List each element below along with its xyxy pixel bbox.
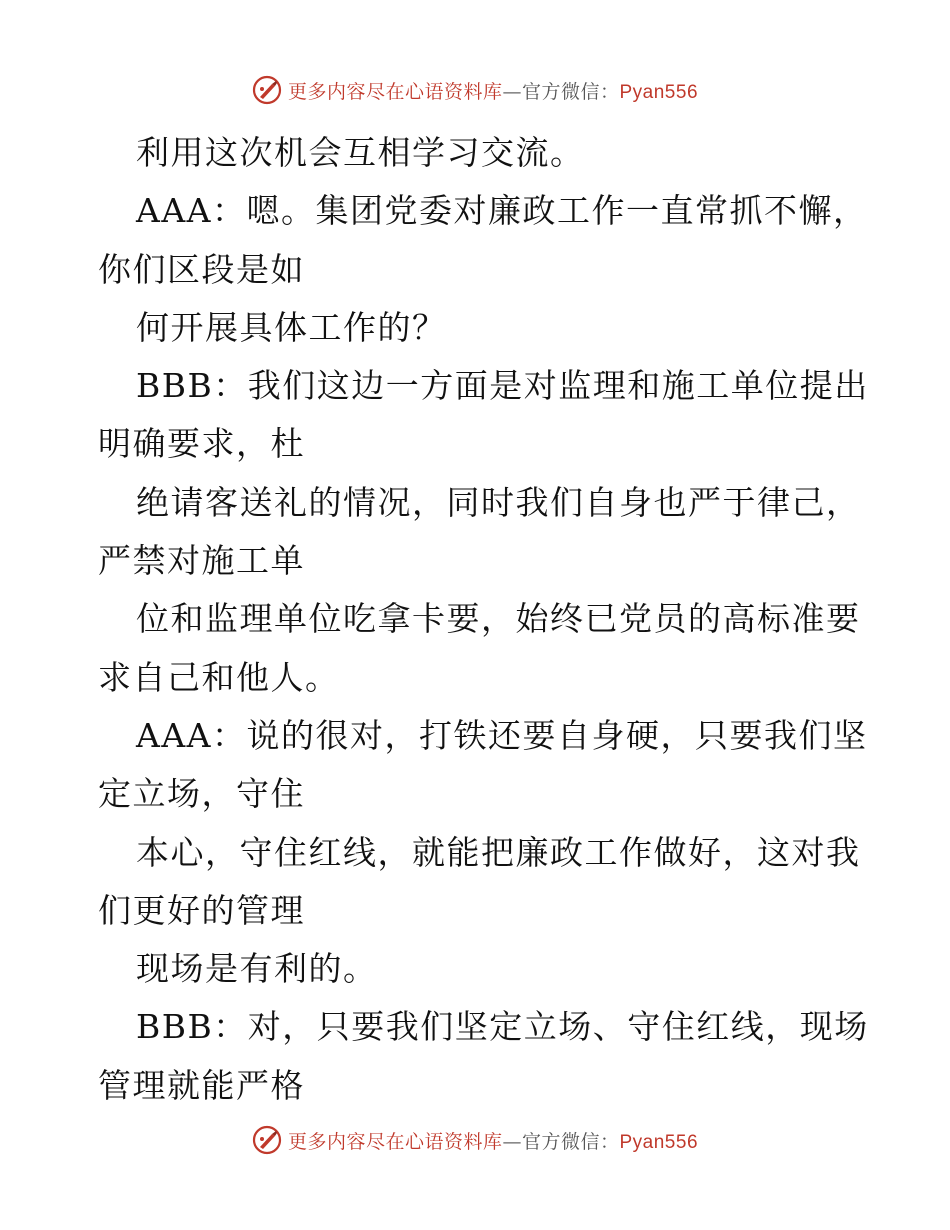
text-line: 何开展具体工作的？ bbox=[136, 307, 447, 347]
text-line: 求自己和他人。 bbox=[98, 657, 340, 697]
text-line: 现场是有利的。 bbox=[136, 949, 378, 989]
quill-pen-icon bbox=[252, 1125, 282, 1155]
text-line: AAA：嗯。集团党委对廉政工作一直常抓不懈， bbox=[136, 191, 868, 231]
text-line: 明确要求，杜 bbox=[98, 424, 305, 464]
watermark-account: Pyan556 bbox=[619, 81, 699, 103]
watermark-separator: — bbox=[502, 80, 522, 103]
text-line: AAA：说的很对，打铁还要自身硬，只要我们坚 bbox=[136, 715, 868, 755]
text-line: BBB：我们这边一方面是对监理和施工单位提出 bbox=[136, 366, 869, 406]
watermark-account: Pyan556 bbox=[619, 1131, 699, 1153]
watermark-wechat-label: 官方微信： bbox=[521, 1130, 620, 1153]
text-line: 定立场，守住 bbox=[98, 774, 305, 814]
header-watermark bbox=[0, 70, 950, 110]
watermark-separator: — bbox=[502, 1130, 522, 1153]
footer-watermark bbox=[0, 1120, 950, 1160]
text-line: 严禁对施工单 bbox=[98, 541, 305, 581]
watermark-wechat-label: 官方微信： bbox=[521, 80, 620, 103]
text-line: 你们区段是如 bbox=[98, 249, 305, 289]
watermark-text bbox=[288, 1127, 698, 1154]
watermark-text bbox=[288, 77, 698, 104]
quill-pen-icon bbox=[252, 75, 282, 105]
text-line: 绝请客送礼的情况，同时我们自身也严于律己， bbox=[136, 482, 861, 522]
watermark-group bbox=[252, 1125, 698, 1155]
watermark-group bbox=[252, 75, 698, 105]
document-body bbox=[98, 124, 868, 1115]
watermark-site: 更多内容尽在心语资料库 bbox=[287, 80, 503, 103]
text-line: 位和监理单位吃拿卡要，始终已党员的高标准要 bbox=[136, 599, 861, 639]
text-line: 利用这次机会互相学习交流。 bbox=[136, 133, 585, 172]
text-line: 们更好的管理 bbox=[98, 890, 305, 930]
watermark-site: 更多内容尽在心语资料库 bbox=[287, 1130, 503, 1153]
text-line: 管理就能严格 bbox=[98, 1065, 305, 1105]
text-line: 本心，守住红线，就能把廉政工作做好，这对我 bbox=[136, 832, 861, 872]
text-line: BBB：对，只要我们坚定立场、守住红线，现场 bbox=[136, 1007, 869, 1047]
